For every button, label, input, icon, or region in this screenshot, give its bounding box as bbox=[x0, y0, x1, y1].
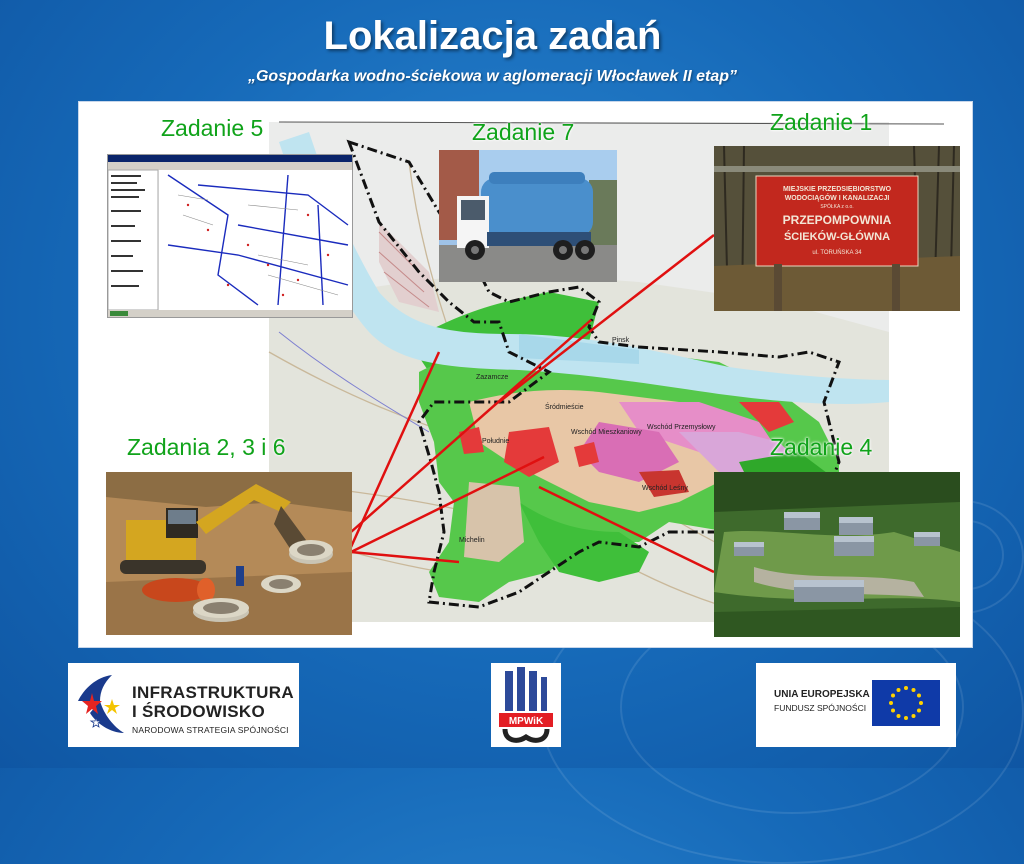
sign-line-5: ŚCIEKÓW-GŁÓWNA bbox=[783, 231, 891, 243]
map-label-srodmiescie: Śródmieście bbox=[545, 404, 584, 411]
sign-line-4: PRZEPOMPOWNIA bbox=[782, 213, 892, 227]
task-label-zadanie-5: Zadanie 5 bbox=[161, 115, 264, 141]
eu-star-icon bbox=[897, 688, 901, 692]
ue-line-1: UNIA EUROPEJSKA bbox=[774, 689, 870, 700]
map-label-pinsk: Pinsk bbox=[612, 337, 630, 344]
logo-mpwik bbox=[491, 663, 561, 747]
map-label-poludnie: Południe bbox=[482, 438, 510, 445]
content-panel bbox=[78, 101, 973, 648]
map-label-wschod-mieszkaniowy: Wschód Mieszkaniowy bbox=[571, 429, 642, 436]
eu-star-icon bbox=[904, 716, 908, 720]
eu-star-icon bbox=[904, 686, 908, 690]
eu-star-icon bbox=[897, 714, 901, 718]
logo-infrastruktura-srodowisko bbox=[68, 663, 299, 747]
map-label-wschod-przemyslowy: Wschód Przemysłowy bbox=[647, 424, 716, 431]
eu-star-icon bbox=[912, 714, 916, 718]
photo-pumping-station-sign bbox=[714, 146, 960, 311]
infra-line-2: I ŚRODOWISKO bbox=[132, 702, 265, 721]
map-label-michelin: Michelin bbox=[459, 537, 485, 544]
map-label-zazamcze: Zazamcze bbox=[476, 374, 509, 381]
task-label-zadanie-7: Zadanie 7 bbox=[472, 119, 575, 145]
eu-star-icon bbox=[891, 709, 895, 713]
eu-star-icon bbox=[912, 688, 916, 692]
photo-sewer-truck bbox=[439, 150, 617, 282]
sign-line-6: ul. TORUŃSKA 34 bbox=[812, 250, 862, 256]
sign-line-1: MIEJSKIE PRZEDSIĘBIORSTWO bbox=[782, 186, 892, 193]
ue-line-2: FUNDUSZ SPÓJNOŚCI bbox=[774, 703, 867, 713]
photo-gis-software bbox=[107, 154, 353, 318]
sign-line-3: SPÓŁKA z o.o. bbox=[820, 204, 854, 210]
eu-flag-icon bbox=[872, 680, 940, 726]
slide-title: Lokalizacja zadań bbox=[323, 14, 662, 58]
eu-star-icon bbox=[889, 701, 893, 705]
slide-subtitle: „Gospodarka wodno-ściekowa w aglomeracji Włocławek II etap” bbox=[247, 68, 738, 85]
sign-line-2: WODOCIĄGÓW I KANALIZACJI bbox=[784, 195, 890, 202]
photo-excavator-construction bbox=[106, 472, 352, 635]
mpwik-text: MPWiK bbox=[508, 716, 544, 727]
logo-unia-europejska bbox=[756, 663, 956, 747]
task-label-zadanie-4: Zadanie 4 bbox=[770, 434, 873, 460]
task-label-zadania-2-3-6: Zadania 2, 3 i 6 bbox=[127, 434, 286, 460]
eu-star-icon bbox=[917, 694, 921, 698]
eu-star-icon bbox=[919, 701, 923, 705]
star-logo-icon bbox=[74, 671, 128, 739]
eu-star-icon bbox=[917, 709, 921, 713]
infra-line-3: NARODOWA STRATEGIA SPÓJNOŚCI bbox=[132, 725, 289, 735]
task-label-zadanie-1: Zadanie 1 bbox=[770, 109, 873, 135]
eu-star-icon bbox=[891, 694, 895, 698]
photo-treatment-plant-aerial bbox=[714, 472, 960, 637]
mpwik-logo-icon bbox=[491, 663, 561, 747]
map-label-wschod-lesny: Wschód Leśny bbox=[642, 485, 688, 492]
infra-line-1: INFRASTRUKTURA bbox=[132, 683, 294, 702]
